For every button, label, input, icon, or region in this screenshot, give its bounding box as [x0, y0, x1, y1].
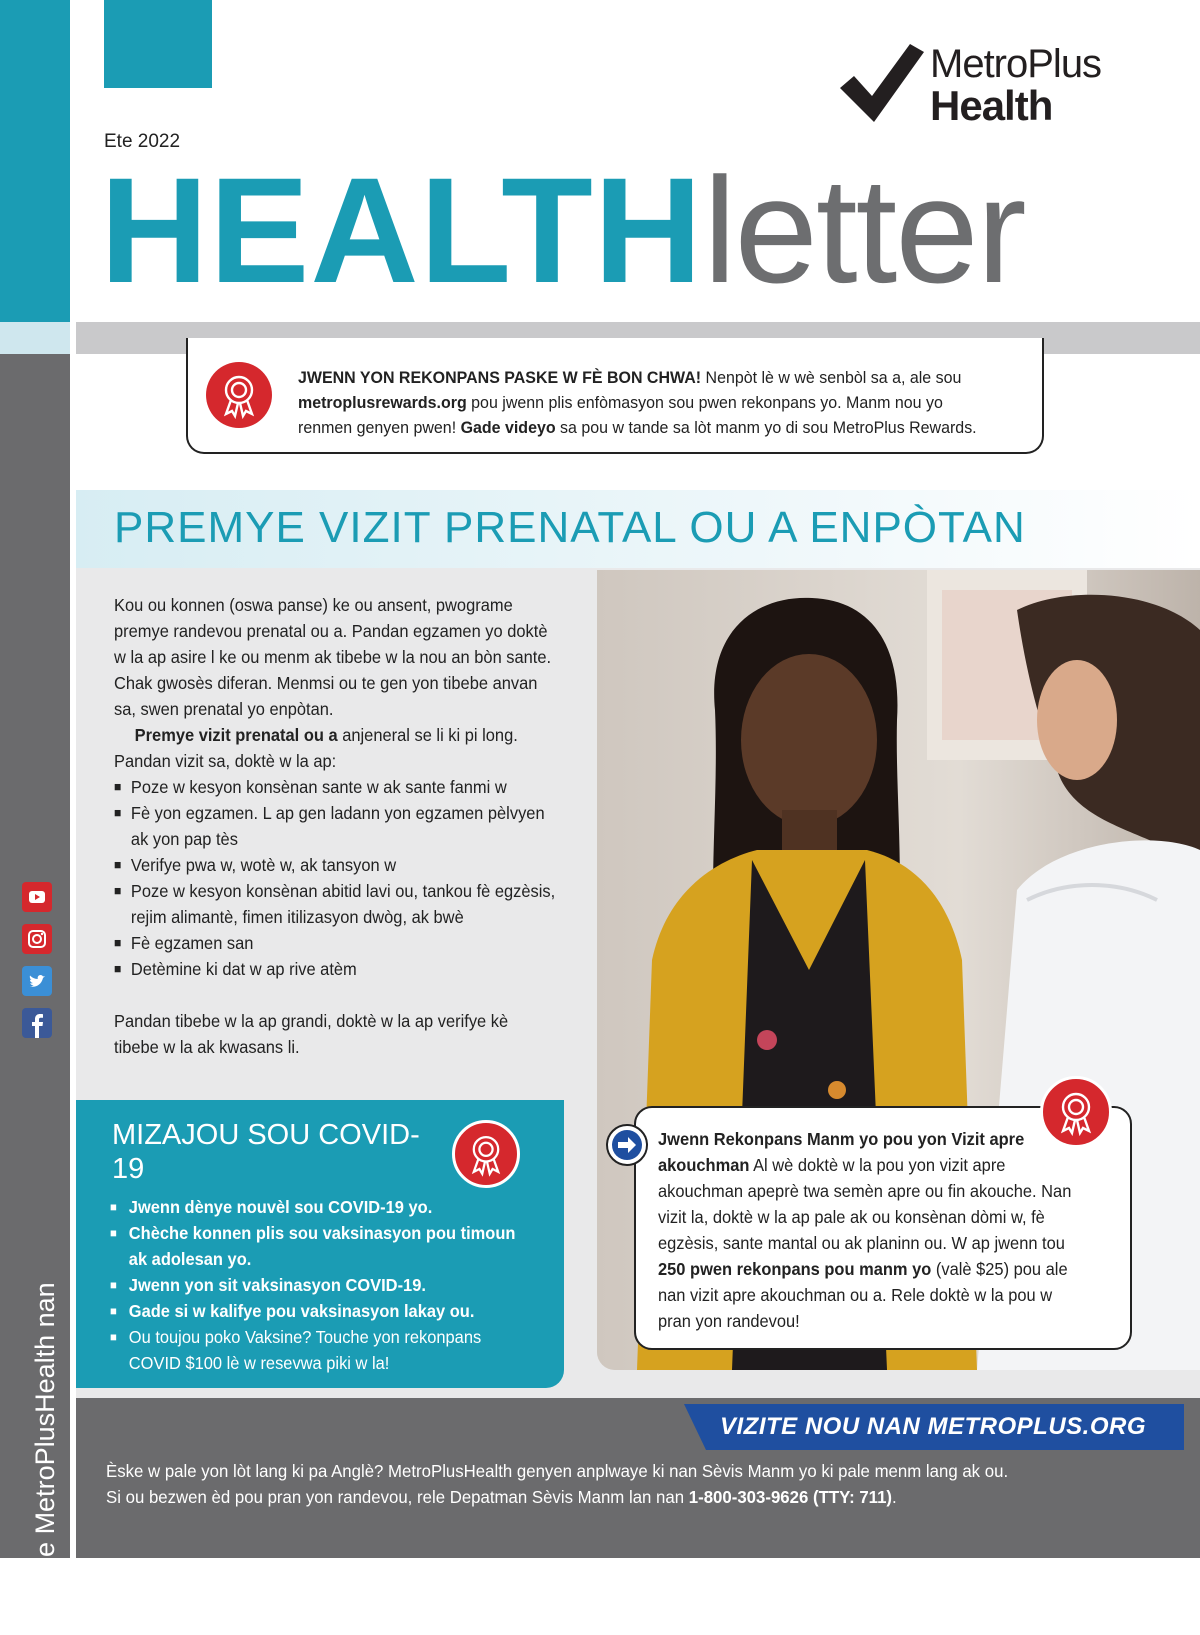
checkup-list — [114, 774, 556, 982]
arrow-right-icon — [606, 1124, 648, 1166]
article-p2-text: anjeneral se li ki pi long. Pandan vizit sa, doktè w la ap: — [114, 725, 518, 771]
callout-lead: Jwenn Rekonpans Manm yo pou yon Vizit apre akouchman — [658, 1129, 1025, 1175]
callout-text2: (valè $25) pou ale nan vizit apre akouchman ou a. Rele doktè w la pou w pran yon randevou! — [658, 1259, 1068, 1331]
list-item: ■ Poze w kesyon konsènan abitid lavi ou, tankou fè egzèsis, rejim alimantè, fimen itilizasyon dwòg, ak bwè — [114, 878, 556, 930]
checkmark-logo-icon — [836, 38, 926, 128]
footer-line-2a: Si ou bezwen èd pou pran yon randevou, rele Depatman Sèvis Manm lan nan — [106, 1487, 689, 1507]
list-item: ■ Fè egzamen san — [114, 930, 556, 956]
member-services-phone[interactable]: 1-800-303-9626 (TTY: 711) — [688, 1487, 893, 1507]
callout-text — [658, 1126, 1072, 1334]
covid-link-vaccination-site[interactable]: ■ Jwenn yon sit vaksinasyon COVID-19. — [110, 1272, 524, 1298]
article-paragraph-2 — [114, 722, 556, 774]
footer-line-2 — [106, 1484, 1124, 1510]
title-letter: letter — [703, 146, 1025, 314]
sidebar-rail-divider — [0, 322, 70, 354]
visit-website-link[interactable]: VIZITE NOU NAN METROPLUS.ORG — [720, 1413, 1147, 1440]
article-intro: Kou ou konnen (oswa panse) ke ou ansent, pwograme premye randevou prenatal ou a. Pandan egzamen yo doktè w la ap asire l ke ou menm ak tibebe w la nou an bòn sante. Chak gwosès diferan. Menmsi ou te gen yon tibebe anvan sa, swen prenatal yo enpòtan. — [114, 595, 552, 719]
header-accent-block — [104, 0, 212, 88]
covid-title: MIZAJOU SOU COVID-19 — [112, 1119, 420, 1185]
covid-link-kids-vaccination[interactable]: ■ Chèche konnen plis sou vaksinasyon pou timoun ak adolesan yo. — [110, 1220, 524, 1272]
covid-links-list — [110, 1194, 524, 1376]
footer-line-2b: . — [892, 1487, 897, 1507]
logo-text-metroplus: MetroPlus — [930, 42, 1102, 86]
newsletter-title — [100, 146, 1025, 314]
list-item: ■ Fè yon egzamen. L ap gen ladann yon egzamen pèlvyen ak yon pap tès — [114, 800, 556, 852]
sidebar-teal-rail — [0, 0, 70, 322]
rewards-badge-icon — [206, 362, 272, 428]
list-item: ■ Poze w kesyon konsènan sante w ak sante fanmi w — [114, 774, 556, 800]
watch-video-link[interactable]: Gade videyo — [460, 418, 556, 437]
rewards-badge-icon — [452, 1120, 520, 1188]
article-closing: Pandan tibebe w la ap grandi, doktè w la ap verifye kè tibebe w la ak kwasans li. — [114, 1011, 509, 1057]
rewards-banner-lead: JWENN YON REKONPANS PASKE W FÈ BON CHWA! — [298, 368, 702, 387]
covid-link-news[interactable]: ■ Jwenn dènye nouvèl sou COVID-19 yo. — [110, 1194, 524, 1220]
list-item: ■ Detèmine ki dat w ap rive atèm — [114, 956, 556, 982]
footer-language-text — [106, 1458, 1124, 1510]
covid-link-home-vaccination[interactable]: ■ Gade si w kalifye pou vaksinasyon lakay ou. — [110, 1298, 524, 1324]
article-heading: PREMYE VIZIT PRENATAL OU A ENPÒTAN — [114, 503, 1026, 552]
list-item: ■ Verifye pwa w, wotè w, ak tansyon w — [114, 852, 556, 878]
rewards-banner-text3: sa pou w tande sa lòt manm yo di sou MetroPlus Rewards. — [555, 418, 977, 437]
rewards-banner-text1: Nenpòt lè w wè senbòl sa a, ale sou — [701, 368, 962, 387]
footer-line-1: Èske w pale yon lòt lang ki pa Anglè? MetroPlusHealth genyen anplwaye ki nan Sèvis Manm yo ki pale menm lang ak ou. — [106, 1461, 1009, 1481]
article-p2-bold: Premye vizit prenatal ou a — [134, 725, 338, 745]
rewards-link[interactable]: metroplusrewards.org — [298, 393, 467, 412]
covid-reward-note: ■ Ou toujou poko Vaksine? Touche yon rekonpans COVID $100 lè w resevwa piki w la! — [110, 1324, 524, 1376]
title-health: HEALTH — [100, 146, 704, 314]
rewards-banner-text2: pou jwenn plis enfòmasyon sou pwen rekonpans yo. Manm nou yo renmen genyen pwen! — [298, 393, 943, 437]
logo-text-health: Health — [930, 82, 1053, 129]
sidebar-search-text: Chache MetroPlusHealth nan — [30, 1282, 60, 1635]
article-body — [114, 592, 556, 1060]
rewards-banner-text — [298, 365, 984, 440]
callout-text1: Al wè doktè w la pou yon vizit apre akouchman apeprè twa semèn apre ou fin akouche. Nan vizit la, doktè w la ap pale ak ou konsènan dòmi w, fè egzèsis, sante mantal ou ak planinn ou. W ap jwenn tou — [658, 1155, 1072, 1253]
issue-season: Ete 2022 — [104, 131, 181, 152]
callout-points: 250 pwen rekonpans pou manm yo — [658, 1259, 932, 1279]
